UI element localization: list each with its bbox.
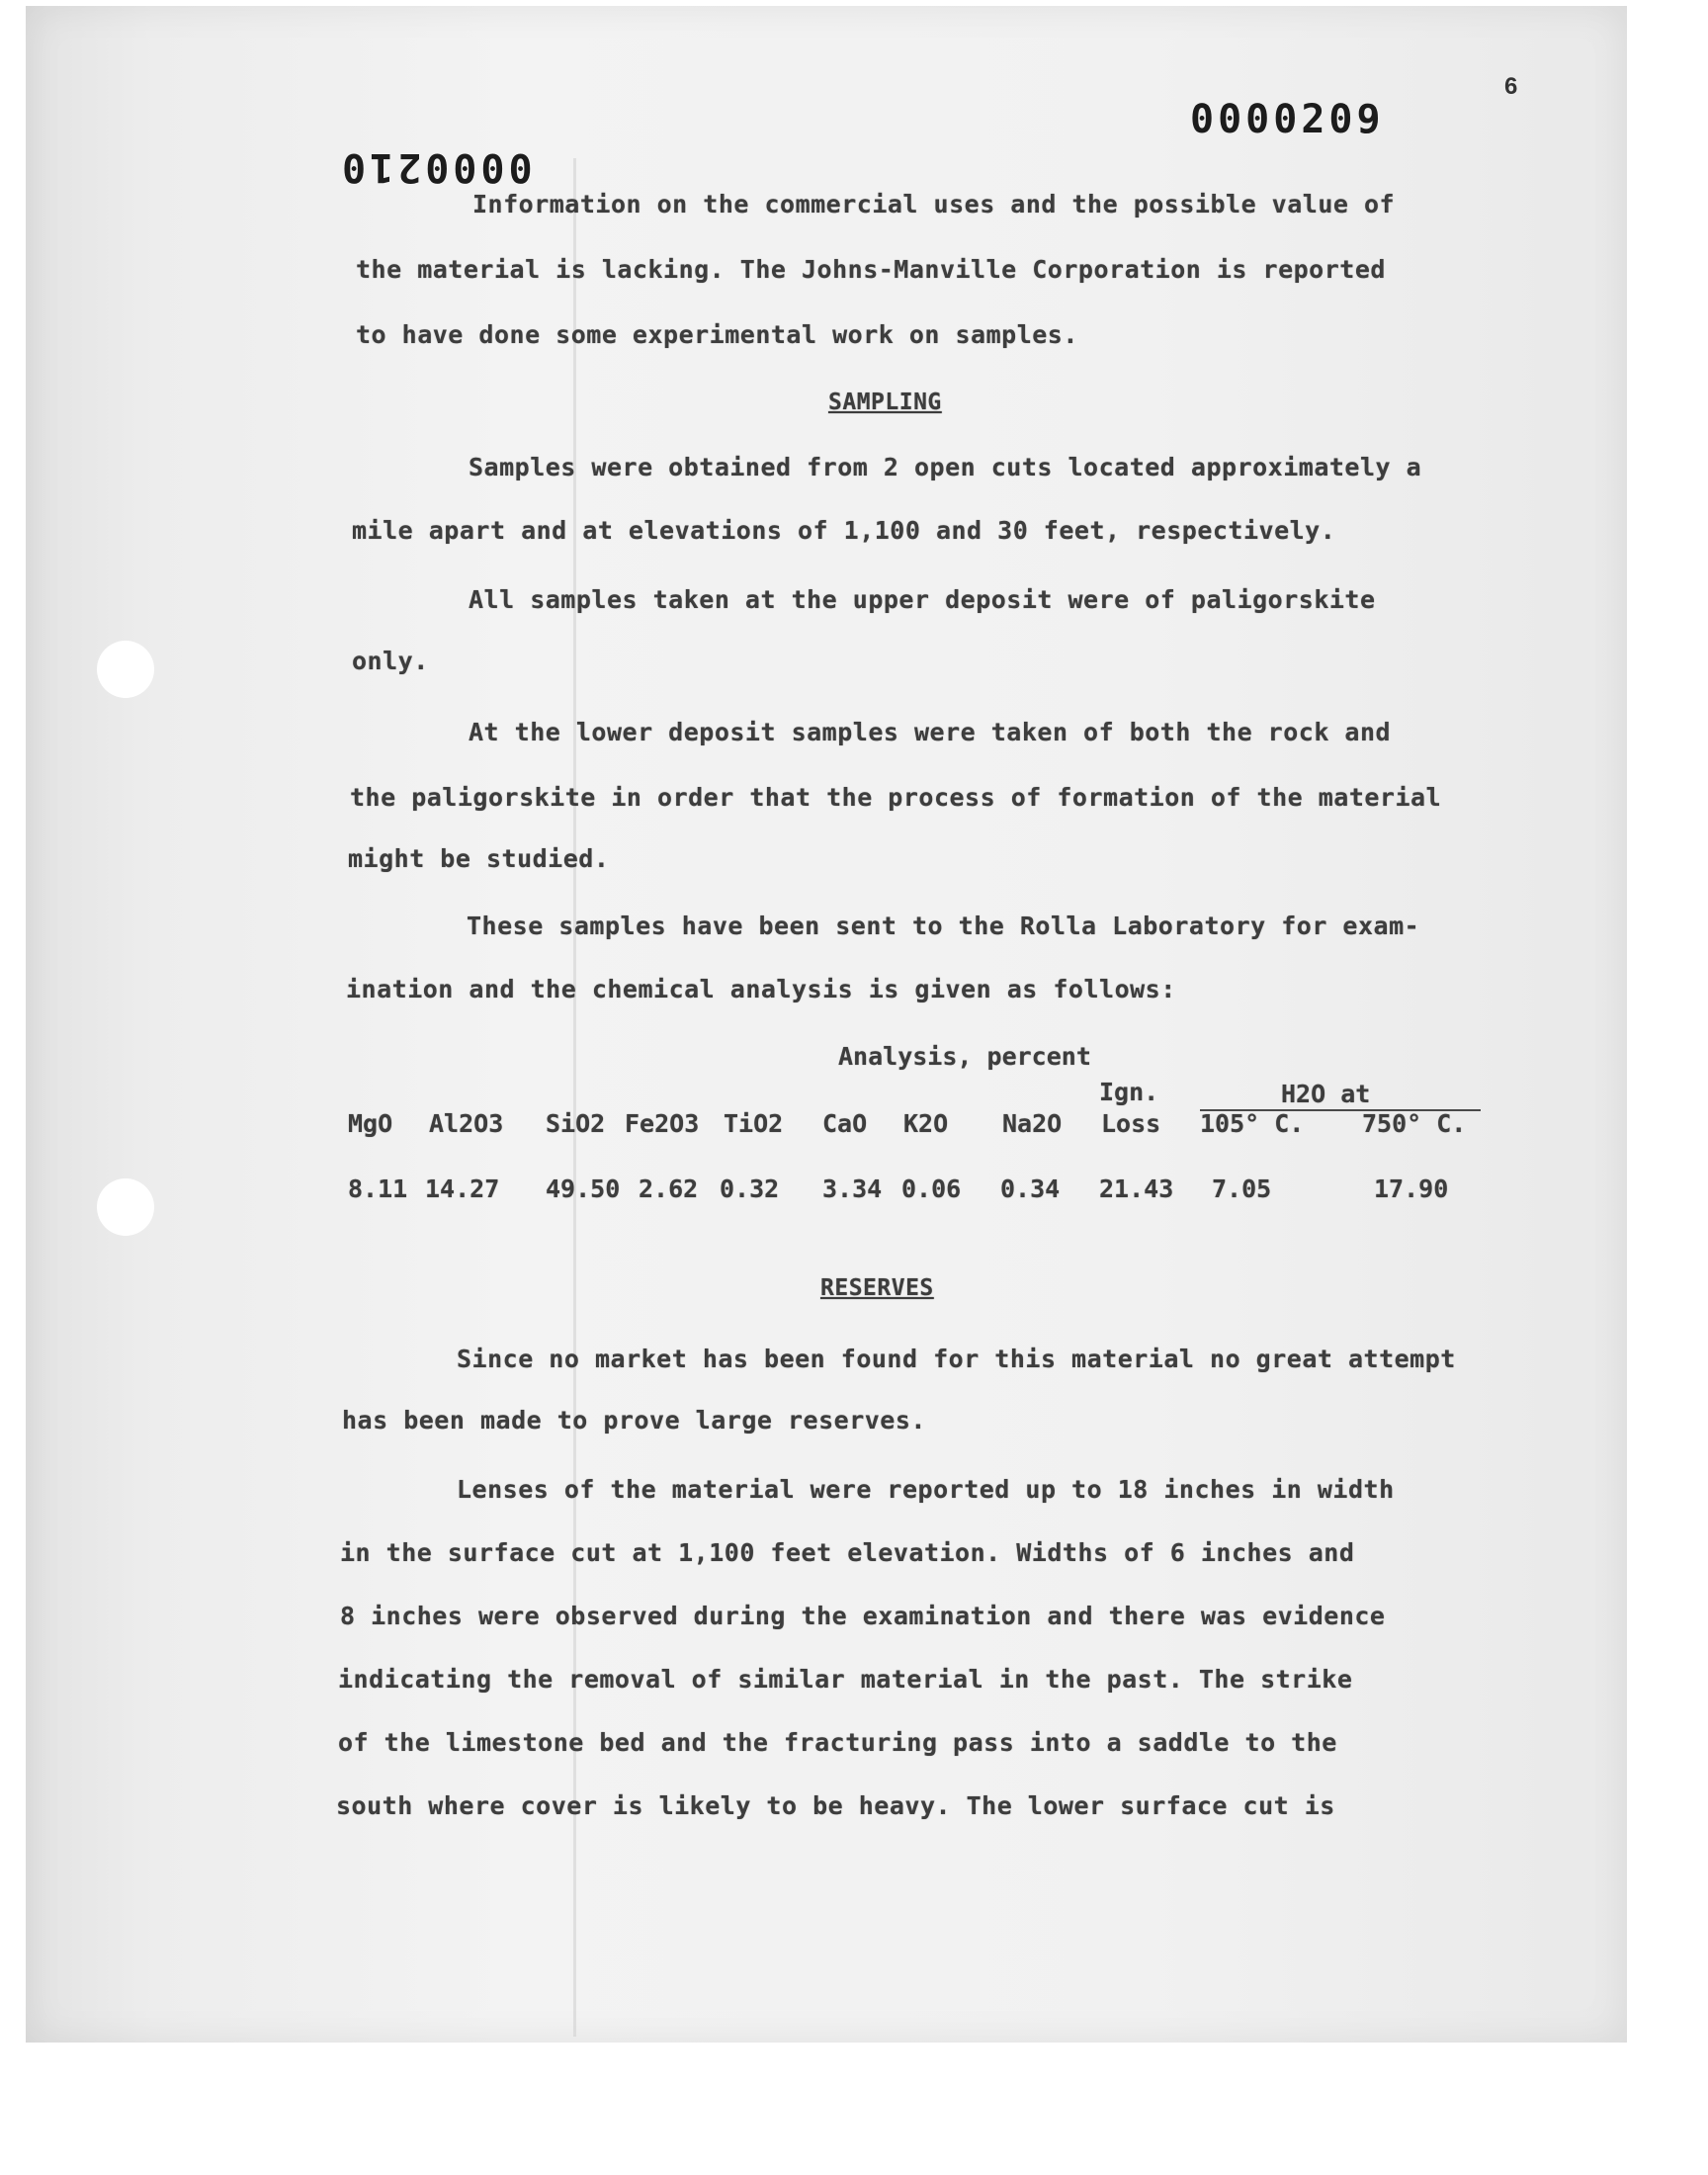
paragraph-line: mile apart and at elevations of 1,100 and 30 feet, respectively.: [352, 516, 1336, 545]
paragraph-line: All samples taken at the upper deposit were of paligorskite: [469, 585, 1376, 614]
analysis-column-header: MgO: [348, 1109, 393, 1138]
paragraph-line: indicating the removal of similar material in the past. The strike: [338, 1665, 1353, 1694]
paragraph-line: Samples were obtained from 2 open cuts located approximately a: [469, 453, 1422, 481]
paragraph-line: the paligorskite in order that the process of formation of the material: [350, 783, 1442, 812]
punch-hole: [97, 1178, 154, 1236]
analysis-value: 7.05: [1212, 1174, 1272, 1203]
analysis-value: 14.27: [425, 1174, 500, 1203]
paragraph-line: in the surface cut at 1,100 feet elevation. Widths of 6 inches and: [340, 1538, 1355, 1567]
analysis-value: 2.62: [639, 1174, 699, 1203]
paragraph-line: Since no market has been found for this material no great attempt: [457, 1345, 1456, 1373]
punch-hole: [97, 641, 154, 698]
paragraph-line: At the lower deposit samples were taken of both the rock and: [469, 718, 1392, 746]
analysis-column-header: TiO2: [724, 1109, 784, 1138]
analysis-column-header: SiO2: [546, 1109, 606, 1138]
analysis-value: 3.34: [822, 1174, 883, 1203]
analysis-value: 17.90: [1374, 1174, 1449, 1203]
analysis-column-header: Fe2O3: [625, 1109, 700, 1138]
analysis-column-header: Al2O3: [429, 1109, 504, 1138]
paragraph-line: of the limestone bed and the fracturing pass into a saddle to the: [338, 1728, 1337, 1757]
paragraph-line: to have done some experimental work on samples.: [356, 320, 1078, 349]
analysis-column-header: CaO: [822, 1109, 868, 1138]
paragraph-line: Information on the commercial uses and the possible value of: [472, 190, 1396, 218]
document-stamp-number-inverted: 0000210: [338, 144, 533, 190]
analysis-column-header: 750° C.: [1362, 1109, 1467, 1138]
analysis-column-header: K2O: [903, 1109, 949, 1138]
page-number: 6: [1504, 73, 1518, 100]
section-heading-sampling: SAMPLING: [828, 390, 942, 415]
paragraph-line: These samples have been sent to the Rolla Laboratory for exam-: [467, 912, 1420, 940]
paragraph-line: ination and the chemical analysis is given as follows:: [346, 975, 1176, 1003]
analysis-column-ign-top: Ign.: [1099, 1078, 1159, 1106]
paragraph-line: south where cover is likely to be heavy. The lower surface cut is: [336, 1791, 1335, 1820]
analysis-column-header: 105° C.: [1200, 1109, 1305, 1138]
analysis-column-header: Loss: [1101, 1109, 1161, 1138]
paragraph-line: only.: [352, 647, 429, 675]
paragraph-line: Lenses of the material were reported up to 18 inches in width: [457, 1475, 1395, 1504]
analysis-value: 21.43: [1099, 1174, 1174, 1203]
section-heading-reserves: RESERVES: [820, 1275, 934, 1301]
analysis-value: 0.34: [1000, 1174, 1061, 1203]
document-stamp-number: 0000209: [1190, 97, 1385, 142]
analysis-value: 8.11: [348, 1174, 408, 1203]
paragraph-line: might be studied.: [348, 844, 610, 873]
paragraph-line: the material is lacking. The Johns-Manville Corporation is reported: [356, 255, 1386, 284]
paragraph-line: 8 inches were observed during the examination and there was evidence: [340, 1602, 1386, 1630]
analysis-group-header-h2o: H2O at: [1281, 1080, 1371, 1108]
paragraph-line: has been made to prove large reserves.: [342, 1406, 926, 1435]
analysis-column-header: Na2O: [1002, 1109, 1063, 1138]
analysis-value: 49.50: [546, 1174, 621, 1203]
analysis-table-title: Analysis, percent: [838, 1042, 1091, 1071]
analysis-value: 0.06: [901, 1174, 962, 1203]
analysis-value: 0.32: [720, 1174, 780, 1203]
